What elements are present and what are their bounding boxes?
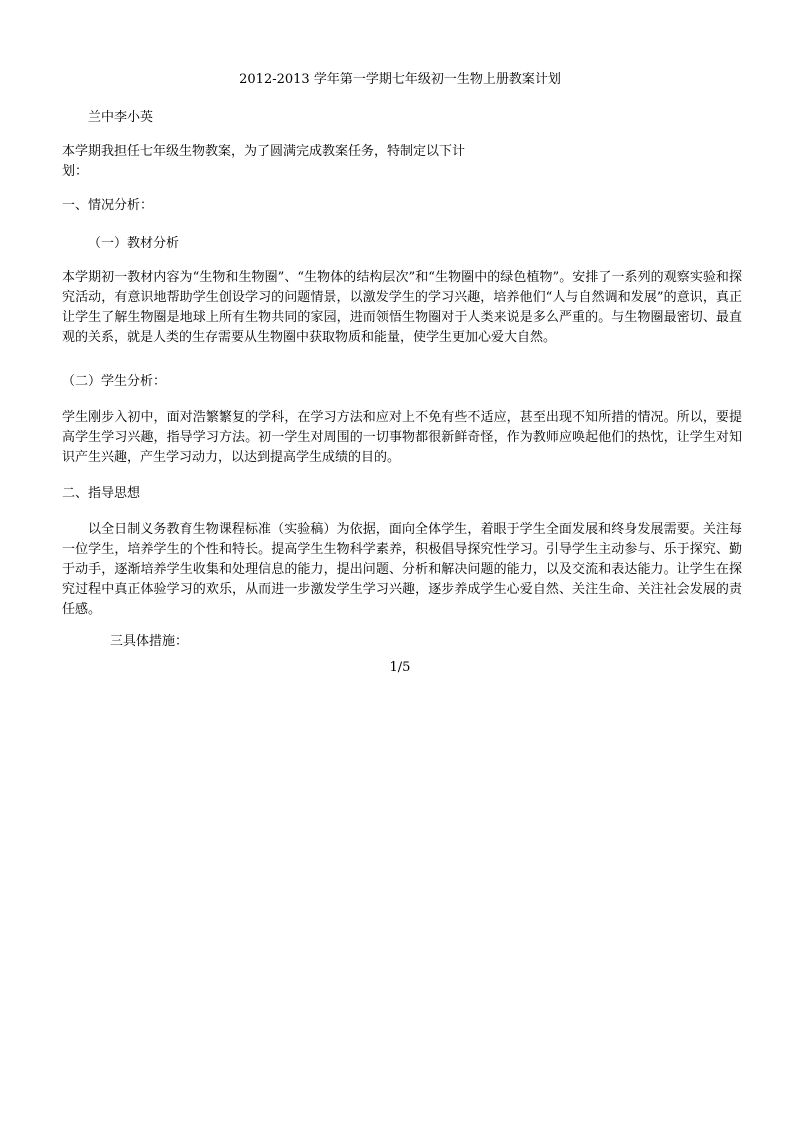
intro-line-1: 本学期我担任七年级生物教案，为了圆满完成教案任务，特制定以下计	[62, 144, 466, 159]
section-2-heading: （二）学生分析：	[62, 374, 167, 389]
section-3-paragraph: 以全日制义务教育生物课程标准（实验稿）为依据，面向全体学生，着眼于学生全面发展和终身发展需要。关注每一位学生，培养学生的个性和特长。提高学生生物科学素养，积极倡导探究性学习。引导学生主动参与、乐于探究、勤于动手，逐渐培养学生收集和处理信息的能力，提出问题、分析和解决问题的能力，以及交流和表达能力。让学生在探究过程中真正体验学习的欢乐，从而进一步激发学生学习兴趣，逐步养成学生心爱自然、关注生命、关注社会发展的责任感。	[62, 522, 742, 617]
section-3-heading: 二、指导思想	[62, 486, 141, 501]
section-1-sub-heading: （一）教材分析	[88, 236, 180, 251]
section-1-paragraph: 本学期初一教材内容为“生物和生物圈”、“生物体的结构层次”和“生物圈中的绿色植物”。安排了一系列的观察实验和探究活动，有意识地帮助学生创设学习的问题情景，以激发学生的学习兴趣，培养他们“人与自然调和发展”的意识，真正让学生了解生物圈是地球上所有生物共同的家园，进而领悟生物圈对于人类来说是多么严重的。与生物圈最密切、最直观的关系，就是人类的生存需要从生物圈中获取物质和能量，使学生更加心爱大自然。	[62, 270, 742, 345]
section-2-paragraph: 学生刚步入初中，面对浩繁繁复的学科，在学习方法和应对上不免有些不适应，甚至出现不知所措的情况。所以，要提高学生学习兴趣，指导学习方法。初一学生对周围的一切事物都很新鲜奇怪，作为教师应唤起他们的热忱，让学生对知识产生兴趣，产生学习动力，以达到提高学生成绩的目的。	[62, 410, 742, 465]
document-author: 兰中李小英	[88, 110, 154, 125]
intro-line-2: 划：	[62, 164, 89, 179]
document-title: 2012-2013 学年第一学期七年级初一生物上册教案计划	[239, 72, 561, 87]
section-4-heading: 三具体措施：	[110, 634, 189, 649]
section-1-heading: 一、情况分析：	[62, 198, 154, 213]
page-number: 1/5	[389, 660, 411, 675]
